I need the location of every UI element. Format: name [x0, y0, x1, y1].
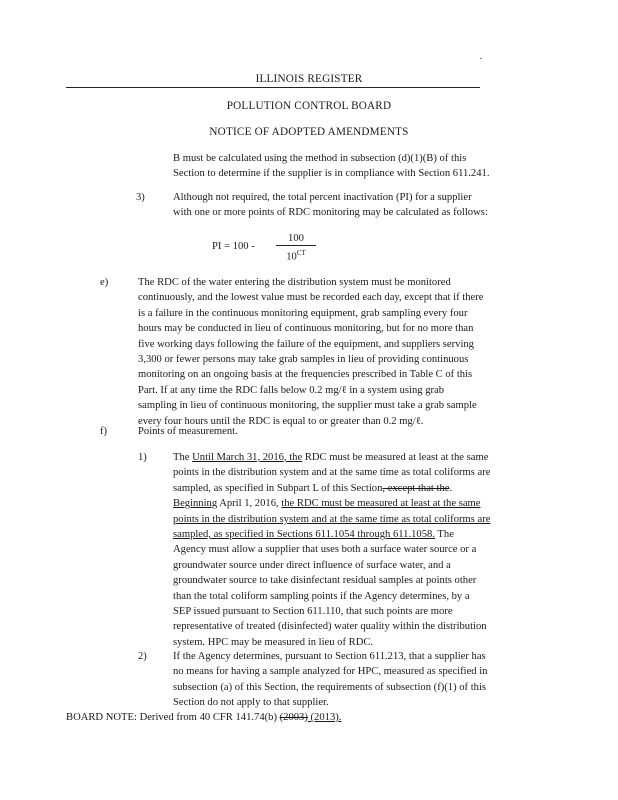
- text-line: [173, 481, 490, 496]
- text-line: hours may be conducted in lieu of continuous monitoring, but for no more than: [138, 323, 474, 335]
- inserted-text: Until March 31, 2016, the: [192, 452, 303, 463]
- item-f1-text: [173, 450, 490, 650]
- inserted-text: (2013).: [307, 712, 342, 723]
- text-run: BOARD NOTE: Derived from 40 CFR 141.74(b): [66, 712, 280, 723]
- deleted-text: , except that the: [382, 482, 450, 494]
- text-line: with one or more points of RDC monitoring may be calculated as follows:: [173, 207, 488, 219]
- text-line: SEP issued pursuant to Section 611.110, that such points are more: [173, 606, 453, 618]
- text-line: Section to determine if the supplier is in compliance with Section 611.241.: [173, 168, 490, 180]
- text-run: sampled, as specified in Subpart L of this Section: [173, 482, 383, 494]
- formula-fraction: [276, 232, 316, 265]
- section-e-label: e): [100, 277, 109, 288]
- section-f-title: Points of measurement.: [138, 426, 238, 437]
- item-3-label: 3): [136, 192, 145, 203]
- text-line: [173, 450, 490, 465]
- text-line: Part. If at any time the RDC falls below 0.2 mg/ℓ in a system using grab: [138, 384, 445, 396]
- text-line: Section do not apply to that supplier.: [173, 697, 329, 709]
- text-run: The: [173, 452, 193, 463]
- text-line: [173, 527, 490, 542]
- register-title: ILLINOIS REGISTER: [255, 73, 363, 85]
- formula-denominator: [276, 246, 316, 265]
- inserted-text: the RDC must be measured at least at the same: [281, 498, 481, 510]
- section-f-label: f): [100, 426, 108, 437]
- text-line: subsection (a) of this Section, the requirements of subsection (f)(1) of this: [173, 681, 487, 693]
- text-run: The: [434, 529, 454, 541]
- formula-base: 10: [286, 251, 297, 263]
- text-line: continuously, and the lowest value must be recorded each day, except that if there: [138, 292, 484, 304]
- item-f2-label: 2): [138, 651, 147, 662]
- board-title: POLLUTION CONTROL BOARD: [226, 100, 392, 112]
- text-line: [173, 496, 490, 511]
- notice-title: NOTICE OF ADOPTED AMENDMENTS: [209, 126, 409, 138]
- inserted-text: sampled, as specified in Sections 611.1054 through 611.1058.: [173, 529, 435, 541]
- text-line: than the total coliform sampling points if the Agency determines, by a: [173, 590, 470, 602]
- scan-speck: [480, 58, 482, 59]
- text-line: monitoring on an ongoing basis at the frequencies prescribed in Table C of this: [138, 369, 473, 381]
- text-line: system. HPC may be measured in lieu of RDC.: [173, 636, 374, 648]
- text-line: 3,300 or fewer persons may take grab samples in lieu of providing continuous: [138, 354, 469, 366]
- board-note: [66, 710, 341, 725]
- text-line: sampling in lieu of continuous monitoring, the supplier must take a grab sample: [138, 400, 477, 412]
- text-line: Although not required, the total percent inactivation (PI) for a supplier: [173, 192, 472, 203]
- item-f2-text: [173, 649, 487, 711]
- text-run: April 1, 2016,: [217, 498, 282, 510]
- text-line: The RDC of the water entering the distribution system must be monitored: [138, 277, 451, 288]
- formula-lhs: PI = 100 -: [212, 241, 255, 252]
- text-line: groundwater source to take disinfectant residual samples at points other: [173, 575, 477, 587]
- continuation-paragraph: [173, 151, 489, 182]
- section-e-text: [138, 275, 483, 429]
- text-line: Agency must allow a supplier that uses both a surface water source or a: [173, 544, 477, 556]
- inserted-text: Beginning: [173, 498, 218, 510]
- text-line: representative of treated (disinfected) water quality within the distribution: [173, 621, 487, 633]
- text-line: is a failure in the continuous monitoring equipment, grab sampling every four: [138, 307, 468, 319]
- deleted-text: (2003): [279, 712, 308, 723]
- text-line: B must be calculated using the method in subsection (d)(1)(B) of this: [173, 153, 467, 164]
- formula-numerator: 100: [276, 232, 316, 246]
- item-3-text: [173, 190, 488, 221]
- text-line: no means for having a sample analyzed for HPC, measured as specified in: [173, 666, 488, 678]
- text-line: If the Agency determines, pursuant to Section 611.213, that a supplier has: [173, 651, 486, 662]
- inserted-line: points in the distribution system and at the same time as total coliforms are: [173, 513, 491, 525]
- text-line: five working days following the failure of the equipment, and suppliers serving: [138, 338, 474, 350]
- header-rule: [66, 87, 480, 88]
- text-run: .: [449, 482, 453, 494]
- text-line: every four hours until the RDC is equal to or greater than 0.2 mg/ℓ.: [138, 415, 424, 427]
- text-line: groundwater source under direct influence of surface water, and a: [173, 559, 451, 571]
- formula-exponent: CT: [296, 249, 306, 257]
- text-run: RDC must be measured at least at the same: [302, 452, 489, 463]
- item-f1-label: 1): [138, 452, 147, 463]
- text-line: points in the distribution system and at the same time as total coliforms are: [173, 467, 491, 479]
